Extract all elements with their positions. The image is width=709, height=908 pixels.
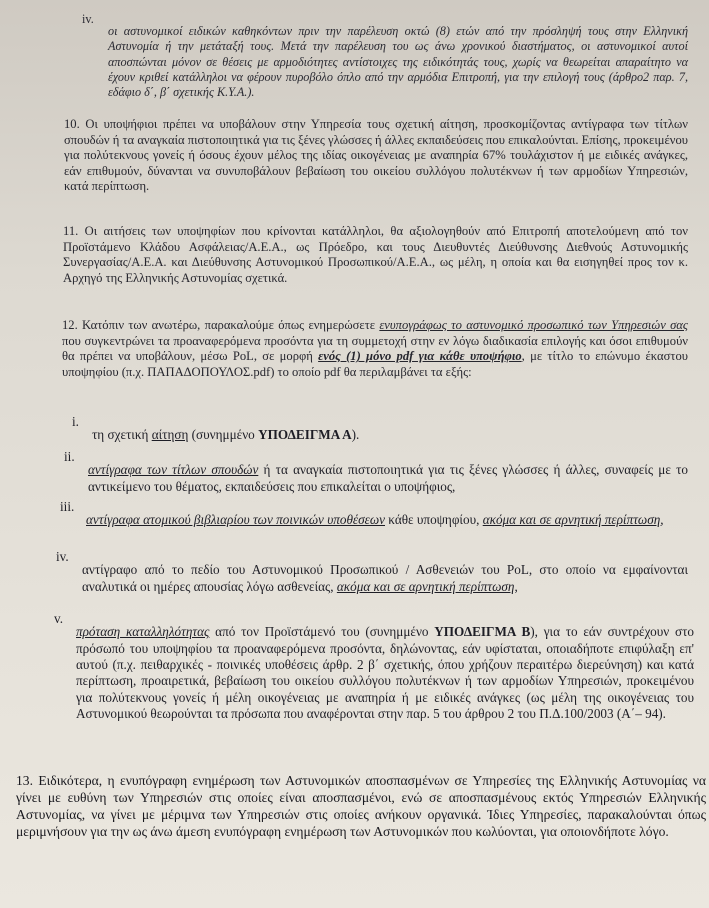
item-text: οι αστυνομικοί ειδικών καθηκόντων πριν την παρέλευση οκτώ (8) ετών από την πρόσληψή τους στην Ελληνική Αστυνομία ή την μετάταξή τους. Μετά την παρέλευση του ως άνω χρονικού διαστήματος, οι αστυνομικοί αυτοί αποσπώνται μόνον σε θέσεις με αρμοδιότητες αντίστοιχες της ειδικότητάς τους, χωρίς να θεωρείται απαραίτητο να έχουν κριθεί κατάλληλοι να φέρουν πυροβόλο όπλο από την αρμόδια Επιτροπή, για την επιλογή τους (άρθρο2 παρ. 7, εδάφιο δ΄, β΄ σχετικής Κ.Υ.Α.). (108, 24, 688, 99)
paragraph-13-text: 13. Ειδικότερα, η ενυπόγραφη ενημέρωση των Αστυνομικών αποσπασμένων σε Υπηρεσίες της Ελληνικής Αστυνομίας να γίνει με ευθύνη των Υπηρεσιών στις οποίες είναι αποσπασμένοι, ενώ σε αποσπασμένους εκτός Υπηρεσιών Ελληνικής Αστυνομίας, να γίνει με μέριμνα των Υπηρεσιών στις οποίες ανήκουν οργανικά. Ίδιες Υπηρεσίες, παρακαλούνται όπως μεριμνήσουν για την ως άνω άμεση ενυπόγραφη ενημέρωση των Αστυνομικών που κωλύονται, για οποιονδήποτε λόγο. (16, 773, 706, 839)
item-text (86, 512, 688, 528)
item-text (92, 427, 688, 443)
sub-ii-diplomas: αντίγραφα των τίτλων σπουδών (88, 462, 259, 478)
item-text (88, 462, 688, 495)
item-text (82, 562, 688, 595)
sub-iii-negative-case: ακόμα και σε αρνητική περίπτωση (482, 512, 661, 528)
paragraph-11-text: 11. Οι αιτήσεις των υποψηφίων που κρίνονται κατάλληλοι, θα αξιολογηθούν από Επιτροπή αποτελούμενη από τον Προϊστάμενο Κλάδου Ασφάλειας/Α.Ε.Α., ως Πρόεδρο, και τους Διευθυντές Διεύθυνσης Διεθνούς Αστυνομικής Συνεργασίας/Α.Ε.Α. και Διεύθυνσης Αστυνομικού Προσωπικού/Α.Ε.Α., ως μέλη, η οποία και θα εισηγηθεί προς τον κ. Αρχηγό της Ελληνικής Αστυνομίας σχετικά. (63, 224, 688, 285)
sub-iii-criminal-record: αντίγραφα ατομικού βιβλιαρίου των ποινικών υποθέσεων (86, 512, 385, 528)
item-number: iii. (60, 499, 75, 514)
sub-iii-part-b: κάθε υποψηφίου, (385, 512, 483, 528)
list-item-v (54, 611, 694, 736)
sub-iv-part-a: αντίγραφο από το πεδίο του Αστυνομικού Προσωπικού / Ασθενειών του PoL, στο οποίο να εμφαίνονται αναλυτικά οι ημέρες απουσίας λόγω ασθενείας, (82, 562, 688, 594)
paragraph-11 (63, 224, 688, 286)
p12-part-c: που συγκεντρώνει τα προαναφερόμενα προσόντα για τη συμμετοχή στην εν λόγω διαδικασία επιλογής και όσοι επιθυμούν θα πρέπει να υποβάλουν, μέσω PoL, σε μορφή (62, 333, 688, 364)
item-number: v. (54, 611, 64, 626)
sub-v-template-b: ΥΠΟΔΕΙΓΜΑ Β (434, 624, 531, 640)
item-number: i. (72, 414, 79, 429)
item-text (76, 624, 694, 722)
sub-iv-part-c: , (514, 578, 518, 594)
p12-part-a: 12. Κατόπιν των ανωτέρω, παρακαλούμε όπως ενημερώσετε (62, 318, 380, 332)
list-item-iv-top (82, 12, 688, 112)
paragraph-12 (62, 318, 688, 380)
sub-ii-part-b: ή τα αναγκαία πιστοποιητικά για τις ξένες γλώσσες ή άλλες, συναφείς με το αντικείμενο του θέματος, εκπαιδεύσεις που επικαλείται ο υποψήφιος, (88, 462, 688, 494)
sub-v-suitability: πρόταση καταλληλότητας (76, 624, 210, 640)
sub-v-part-b: από τον Προϊστάμενό του (συνημμένο (209, 624, 435, 640)
sub-i-template-a: ΥΠΟΔΕΙΓΜΑ Α (258, 427, 352, 443)
list-item-iv (56, 549, 688, 608)
p12-part-e: , με τίτλο το επώνυμο έκαστου υποψηφίου (π.χ. ΠΑΠΑΔΟΠΟΥΛΟΣ.pdf) το οποίο pdf θα περιλαμβάνει τα εξής: (62, 349, 688, 379)
sub-i-part-c: (συνημμένο (188, 427, 259, 443)
item-number: ii. (64, 449, 75, 464)
p12-emphasis-single-pdf: ενός (1) μόνο pdf για κάθε υποψήφιο (318, 349, 522, 364)
paragraph-13 (16, 772, 706, 840)
paragraph-10 (64, 117, 688, 195)
paragraph-12-text (62, 318, 688, 380)
item-number: iv. (56, 549, 69, 564)
sub-iv-negative-case: ακόμα και σε αρνητική περίπτωση (336, 578, 515, 594)
paragraph-10-text: 10. Οι υποψήφιοι πρέπει να υποβάλουν στην Υπηρεσία τους σχετική αίτηση, προσκομίζοντας αντίγραφα των τίτλων σπουδών ή τα αναγκαία πιστοποιητικά για τις ξένες γλώσσες ή άλλες εκπαιδεύσεις που επικαλούνται. Επίσης, προκειμένου για πολύτεκνους γονείς ή όσους έχουν μέλος της ιδίας οικογένειας με αναπηρία 67% τουλάχιστον ή με ειδικές ανάγκες, εάν επιθυμούν, δύνανται να συνυποβάλουν βεβαίωση του οικείου συλλόγου πολυτέκνων ή των αρμοδίων Υπηρεσιών, κατά περίπτωση. (64, 117, 688, 194)
p12-emphasis-personnel: ενυπογράφως το αστυνομικό προσωπικό των Υπηρεσιών σας (379, 318, 689, 332)
list-item-iii (60, 499, 688, 542)
sub-i-part-e: ). (351, 427, 360, 443)
sub-i-part-a: τη σχετική (92, 427, 152, 443)
sub-v-part-d: ), για το εάν συντρέχουν στο πρόσωπό του υποψηφίου τα προαναφερόμενα προσόντα, δηλώνοντας, εάν υφίσταται, οποιαδήποτε επιφύλαξη επ' αυτού (π.χ. πειθαρχικές - ποινικές υποθέσεις άρθρ. 2 β΄ σχετικής, όπου χρήζουν περαιτέρω διερεύνηση) και κατά περίπτωση, προαιρετικά, βεβαίωση του οικείου συλλόγου πολυτέκνων ή των αρμοδίων Υπηρεσιών, προκειμένου για πολύτεκνους γονείς ή μέλη οικογένειας με αναπηρία ή με ειδικές ανάγκες (ως μέλη της οικογένειας του Αστυνομικού θεωρούνται τα πρόσωπα που αναφέρονται στην παρ. 5 του άρθρου 2 του Π.Δ.100/2003 (Α΄– 94). (76, 624, 695, 722)
item-number: iv. (82, 12, 94, 26)
sub-iii-part-d: , (660, 512, 664, 528)
sub-i-request: αίτηση (151, 427, 189, 443)
